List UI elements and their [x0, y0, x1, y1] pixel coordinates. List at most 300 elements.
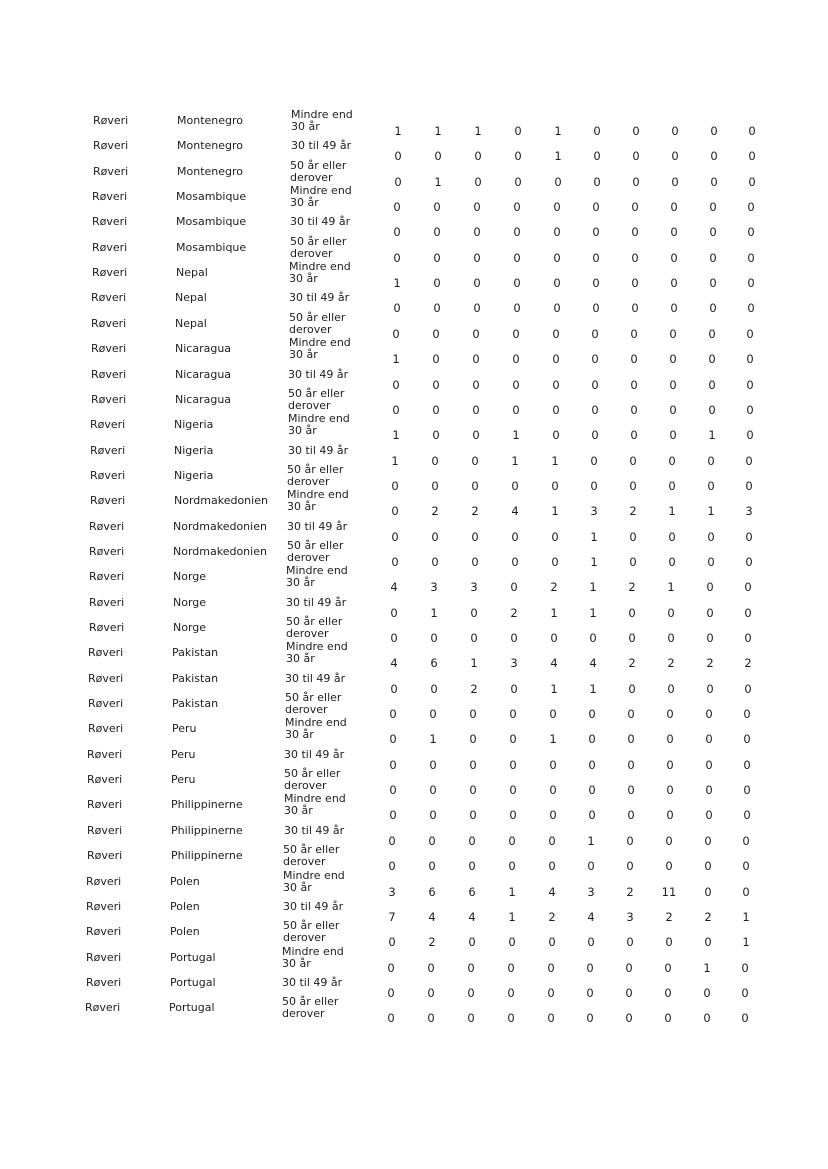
crime-cell: Røveri	[92, 266, 128, 280]
value-cell: 0	[551, 478, 559, 493]
value-cell: 0	[509, 732, 517, 747]
value-cell: 0	[432, 352, 440, 367]
country-cell: Philippinerne	[171, 823, 243, 837]
value-cell: 0	[664, 1011, 672, 1026]
value-cell: 1	[392, 352, 400, 367]
value-cell: 0	[428, 833, 436, 848]
value-cell: 0	[586, 960, 594, 975]
value-cell: 0	[387, 960, 395, 975]
value-cell: 1	[587, 833, 595, 848]
age-cell: 30 til 49 år	[284, 823, 345, 837]
age-cell: Mindre end 30 år	[289, 260, 351, 286]
country-cell: Mosambique	[176, 240, 247, 254]
value-cell: 0	[392, 326, 400, 341]
value-cell: 2	[428, 935, 436, 950]
value-cell: 0	[625, 985, 633, 1000]
value-cell: 0	[509, 808, 517, 823]
age-cell: 30 til 49 år	[282, 975, 343, 989]
value-cell: 0	[433, 200, 441, 215]
value-cell: 2	[431, 504, 439, 519]
value-cell: 0	[743, 757, 751, 772]
value-cell: 0	[510, 631, 518, 645]
value-cell: 0	[428, 859, 436, 874]
value-cell: 3	[745, 504, 753, 519]
value-cell: 3	[388, 884, 396, 899]
value-cell: 0	[632, 124, 640, 138]
age-cell: 50 år eller derover	[282, 995, 339, 1021]
value-cell: 3	[510, 656, 518, 671]
value-cell: 0	[553, 250, 561, 265]
value-cell: 0	[741, 985, 749, 1000]
value-cell: 0	[394, 174, 402, 189]
age-cell: 50 år eller derover	[288, 386, 345, 412]
value-cell: 0	[747, 200, 755, 215]
value-cell: 1	[549, 732, 557, 747]
value-cell: 0	[552, 377, 560, 392]
value-cell: 0	[511, 554, 519, 569]
value-cell: 0	[743, 707, 751, 722]
value-cell: 0	[508, 935, 516, 950]
value-cell: 0	[553, 301, 561, 316]
crime-cell: Røveri	[86, 899, 122, 913]
value-cell: 0	[433, 301, 441, 316]
value-cell: 0	[746, 326, 754, 341]
value-cell: 3	[430, 580, 438, 595]
value-cell: 1	[708, 428, 716, 443]
value-cell: 1	[508, 909, 516, 924]
crime-cell: Røveri	[88, 671, 124, 685]
crime-cell: Røveri	[91, 316, 127, 330]
age-cell: 30 til 49 år	[290, 215, 351, 229]
crime-cell: Røveri	[90, 468, 126, 482]
value-cell: 0	[388, 833, 396, 848]
value-cell: 1	[429, 732, 437, 747]
value-cell: 0	[431, 554, 439, 569]
age-cell: 30 til 49 år	[287, 519, 348, 533]
value-cell: 0	[510, 681, 518, 696]
value-cell: 0	[427, 960, 435, 975]
age-cell: Mindre end 30 år	[284, 792, 346, 818]
country-cell: Pakistan	[172, 671, 219, 685]
value-cell: 0	[549, 783, 557, 798]
value-cell: 1	[742, 935, 750, 950]
value-cell: 2	[704, 909, 712, 924]
value-cell: 0	[509, 707, 517, 722]
value-cell: 4	[550, 656, 558, 671]
country-cell: Nepal	[176, 266, 208, 280]
value-cell: 0	[709, 200, 717, 215]
country-cell: Nordmakedonien	[173, 544, 267, 558]
age-cell: Mindre end 30 år	[282, 944, 344, 970]
value-cell: 0	[389, 757, 397, 772]
value-cell: 0	[587, 935, 595, 950]
value-cell: 6	[468, 884, 476, 899]
value-cell: 0	[474, 149, 482, 164]
value-cell: 0	[709, 225, 717, 240]
value-cell: 0	[473, 250, 481, 265]
country-cell: Portugal	[169, 1001, 215, 1015]
value-cell: 2	[667, 656, 675, 671]
value-cell: 0	[552, 428, 560, 443]
value-cell: 0	[704, 859, 712, 874]
value-cell: 7	[388, 909, 396, 924]
value-cell: 3	[626, 909, 634, 924]
value-cell: 0	[473, 225, 481, 240]
value-cell: 0	[553, 225, 561, 240]
value-cell: 0	[631, 200, 639, 215]
value-cell: 0	[627, 808, 635, 823]
value-cell: 0	[630, 377, 638, 392]
value-cell: 1	[392, 428, 400, 443]
value-cell: 0	[742, 884, 750, 899]
value-cell: 0	[630, 402, 638, 417]
crime-cell: Røveri	[87, 747, 123, 761]
value-cell: 0	[667, 605, 675, 620]
value-cell: 1	[668, 504, 676, 519]
value-cell: 0	[512, 326, 520, 341]
value-cell: 0	[708, 402, 716, 417]
age-cell: 50 år eller derover	[285, 691, 342, 717]
value-cell: 0	[709, 250, 717, 265]
value-cell: 0	[467, 985, 475, 1000]
value-cell: 0	[626, 935, 634, 950]
value-cell: 0	[747, 276, 755, 291]
value-cell: 0	[434, 149, 442, 164]
value-cell: 0	[511, 529, 519, 544]
crime-cell: Røveri	[87, 849, 123, 863]
value-cell: 0	[710, 174, 718, 189]
value-cell: 0	[470, 605, 478, 620]
value-cell: 0	[552, 352, 560, 367]
value-cell: 0	[746, 428, 754, 443]
value-cell: 0	[471, 529, 479, 544]
value-cell: 0	[748, 174, 756, 189]
country-cell: Nigeria	[174, 418, 214, 432]
value-cell: 0	[706, 631, 714, 645]
value-cell: 2	[471, 504, 479, 519]
value-cell: 0	[467, 960, 475, 975]
country-cell: Philippinerne	[171, 849, 243, 863]
value-cell: 0	[549, 808, 557, 823]
crime-cell: Røveri	[91, 342, 127, 356]
value-cell: 1	[393, 276, 401, 291]
country-cell: Nigeria	[174, 443, 214, 457]
value-cell: 0	[469, 707, 477, 722]
value-cell: 0	[705, 707, 713, 722]
value-cell: 1	[590, 554, 598, 569]
age-cell: Mindre end 30 år	[283, 868, 345, 894]
value-cell: 1	[512, 428, 520, 443]
value-cell: 0	[427, 1011, 435, 1026]
country-cell: Polen	[170, 925, 200, 939]
value-cell: 0	[588, 707, 596, 722]
value-cell: 0	[472, 377, 480, 392]
value-cell: 0	[705, 757, 713, 772]
value-cell: 0	[593, 124, 601, 138]
crime-cell: Røveri	[88, 697, 124, 711]
value-cell: 0	[513, 225, 521, 240]
value-cell: 0	[472, 352, 480, 367]
age-cell: 30 til 49 år	[284, 747, 345, 761]
country-cell: Nicaragua	[175, 392, 232, 406]
value-cell: 0	[391, 478, 399, 493]
value-cell: 0	[388, 859, 396, 874]
value-cell: 0	[431, 478, 439, 493]
crime-cell: Røveri	[89, 595, 125, 609]
value-cell: 0	[670, 301, 678, 316]
value-cell: 2	[548, 909, 556, 924]
value-cell: 0	[669, 377, 677, 392]
value-cell: 0	[744, 681, 752, 696]
value-cell: 1	[707, 504, 715, 519]
crime-cell: Røveri	[92, 240, 128, 254]
value-cell: 0	[666, 783, 674, 798]
value-cell: 0	[427, 985, 435, 1000]
value-cell: 0	[746, 377, 754, 392]
value-cell: 0	[468, 859, 476, 874]
value-cell: 0	[668, 478, 676, 493]
value-cell: 0	[592, 250, 600, 265]
value-cell: 0	[388, 935, 396, 950]
value-cell: 0	[670, 276, 678, 291]
crime-cell: Røveri	[91, 392, 127, 406]
value-cell: 3	[587, 884, 595, 899]
value-cell: 0	[472, 402, 480, 417]
value-cell: 0	[473, 276, 481, 291]
value-cell: 0	[391, 529, 399, 544]
value-cell: 0	[746, 402, 754, 417]
country-cell: Nicaragua	[175, 367, 232, 381]
crime-cell: Røveri	[93, 164, 129, 178]
crime-cell: Røveri	[91, 367, 127, 381]
value-cell: 0	[593, 149, 601, 164]
value-cell: 0	[668, 453, 676, 468]
value-cell: 0	[586, 1011, 594, 1026]
age-cell: 50 år eller derover	[283, 843, 340, 869]
value-cell: 0	[667, 631, 675, 645]
value-cell: 0	[666, 732, 674, 747]
value-cell: 0	[509, 783, 517, 798]
value-cell: 0	[471, 478, 479, 493]
value-cell: 0	[550, 631, 558, 645]
value-cell: 0	[429, 757, 437, 772]
age-cell: 30 til 49 år	[291, 139, 352, 153]
value-cell: 0	[629, 529, 637, 544]
value-cell: 0	[508, 859, 516, 874]
value-cell: 0	[705, 732, 713, 747]
value-cell: 0	[432, 402, 440, 417]
value-cell: 0	[432, 377, 440, 392]
value-cell: 0	[627, 707, 635, 722]
value-cell: 0	[626, 859, 634, 874]
country-cell: Norge	[173, 595, 207, 609]
value-cell: 0	[472, 428, 480, 443]
value-cell: 0	[705, 808, 713, 823]
age-cell: Mindre end 30 år	[287, 488, 349, 514]
value-cell: 0	[589, 631, 597, 645]
age-cell: 30 til 49 år	[286, 595, 347, 609]
value-cell: 0	[707, 529, 715, 544]
value-cell: 0	[390, 631, 398, 645]
value-cell: 0	[627, 732, 635, 747]
value-cell: 0	[471, 554, 479, 569]
value-cell: 0	[629, 453, 637, 468]
age-cell: 50 år eller derover	[284, 767, 341, 793]
value-cell: 0	[669, 326, 677, 341]
value-cell: 0	[432, 428, 440, 443]
crime-cell: Røveri	[86, 874, 122, 888]
value-cell: 1	[590, 529, 598, 544]
value-cell: 0	[746, 352, 754, 367]
value-cell: 0	[554, 174, 562, 189]
value-cell: 0	[666, 707, 674, 722]
value-cell: 0	[547, 985, 555, 1000]
value-cell: 0	[669, 352, 677, 367]
value-cell: 0	[389, 783, 397, 798]
value-cell: 0	[389, 732, 397, 747]
value-cell: 0	[548, 833, 556, 848]
value-cell: 0	[591, 428, 599, 443]
value-cell: 0	[708, 326, 716, 341]
value-cell: 0	[670, 200, 678, 215]
value-cell: 0	[390, 681, 398, 696]
country-cell: Mosambique	[176, 190, 247, 204]
value-cell: 0	[431, 453, 439, 468]
value-cell: 0	[588, 808, 596, 823]
value-cell: 0	[394, 149, 402, 164]
country-cell: Nepal	[175, 316, 207, 330]
country-cell: Nigeria	[174, 468, 214, 482]
value-cell: 0	[669, 428, 677, 443]
value-cell: 4	[428, 909, 436, 924]
value-cell: 0	[632, 149, 640, 164]
value-cell: 0	[625, 1011, 633, 1026]
value-cell: 0	[507, 960, 515, 975]
value-cell: 0	[671, 124, 679, 138]
value-cell: 2	[470, 681, 478, 696]
value-cell: 0	[710, 149, 718, 164]
crime-cell: Røveri	[88, 722, 124, 736]
country-cell: Nepal	[175, 291, 207, 305]
value-cell: 1	[589, 605, 597, 620]
age-cell: 30 til 49 år	[285, 671, 346, 685]
value-cell: 0	[431, 529, 439, 544]
value-cell: 0	[591, 352, 599, 367]
value-cell: 0	[469, 783, 477, 798]
country-cell: Montenegro	[177, 164, 244, 178]
value-cell: 0	[513, 200, 521, 215]
value-cell: 0	[748, 149, 756, 164]
value-cell: 2	[626, 884, 634, 899]
value-cell: 0	[703, 1011, 711, 1026]
value-cell: 0	[707, 478, 715, 493]
value-cell: 0	[387, 985, 395, 1000]
value-cell: 0	[509, 757, 517, 772]
value-cell: 0	[390, 605, 398, 620]
value-cell: 0	[627, 757, 635, 772]
value-cell: 1	[434, 124, 442, 138]
value-cell: 0	[709, 276, 717, 291]
value-cell: 1	[551, 504, 559, 519]
age-cell: Mindre end 30 år	[290, 184, 352, 210]
value-cell: 0	[549, 757, 557, 772]
value-cell: 0	[671, 149, 679, 164]
value-cell: 0	[630, 428, 638, 443]
country-cell: Portugal	[170, 975, 216, 989]
value-cell: 0	[433, 250, 441, 265]
value-cell: 0	[391, 504, 399, 519]
country-cell: Philippinerne	[171, 798, 243, 812]
country-cell: Norge	[173, 570, 207, 584]
value-cell: 0	[429, 707, 437, 722]
country-cell: Pakistan	[172, 697, 219, 711]
value-cell: 0	[586, 985, 594, 1000]
value-cell: 0	[705, 783, 713, 798]
value-cell: 0	[669, 402, 677, 417]
age-cell: 50 år eller derover	[286, 615, 343, 640]
value-cell: 0	[512, 352, 520, 367]
value-cell: 4	[390, 580, 398, 595]
value-cell: 1	[434, 174, 442, 189]
value-cell: 0	[467, 1011, 475, 1026]
value-cell: 4	[548, 884, 556, 899]
value-cell: 0	[393, 250, 401, 265]
value-cell: 0	[393, 301, 401, 316]
crime-cell: Røveri	[89, 570, 125, 584]
age-cell: 30 til 49 år	[289, 291, 350, 305]
value-cell: 2	[510, 605, 518, 620]
value-cell: 1	[391, 453, 399, 468]
value-cell: 0	[512, 402, 520, 417]
value-cell: 2	[629, 504, 637, 519]
value-cell: 0	[513, 301, 521, 316]
value-cell: 0	[389, 707, 397, 722]
country-cell: Nordmakedonien	[173, 519, 267, 533]
value-cell: 0	[473, 200, 481, 215]
value-cell: 0	[548, 935, 556, 950]
value-cell: 0	[710, 124, 718, 138]
value-cell: 0	[745, 554, 753, 569]
value-cell: 0	[389, 808, 397, 823]
value-cell: 0	[741, 960, 749, 975]
value-cell: 0	[668, 529, 676, 544]
value-cell: 0	[708, 377, 716, 392]
value-cell: 0	[391, 554, 399, 569]
value-cell: 0	[552, 402, 560, 417]
value-cell: 0	[743, 808, 751, 823]
value-cell: 1	[474, 124, 482, 138]
value-cell: 0	[748, 124, 756, 138]
value-cell: 0	[474, 174, 482, 189]
crime-cell: Røveri	[87, 798, 123, 812]
value-cell: 0	[630, 326, 638, 341]
value-cell: 1	[470, 656, 478, 671]
value-cell: 0	[469, 808, 477, 823]
age-cell: Mindre end 30 år	[286, 564, 348, 590]
value-cell: 0	[707, 554, 715, 569]
crime-cell: Røveri	[87, 823, 123, 837]
age-cell: Mindre end 30 år	[291, 108, 353, 133]
value-cell: 0	[469, 757, 477, 772]
value-cell: 1	[508, 884, 516, 899]
value-cell: 0	[510, 580, 518, 595]
value-cell: 1	[550, 681, 558, 696]
crime-cell: Røveri	[93, 114, 129, 127]
value-cell: 0	[469, 732, 477, 747]
value-cell: 0	[471, 453, 479, 468]
value-cell: 0	[548, 859, 556, 874]
value-cell: 0	[591, 377, 599, 392]
